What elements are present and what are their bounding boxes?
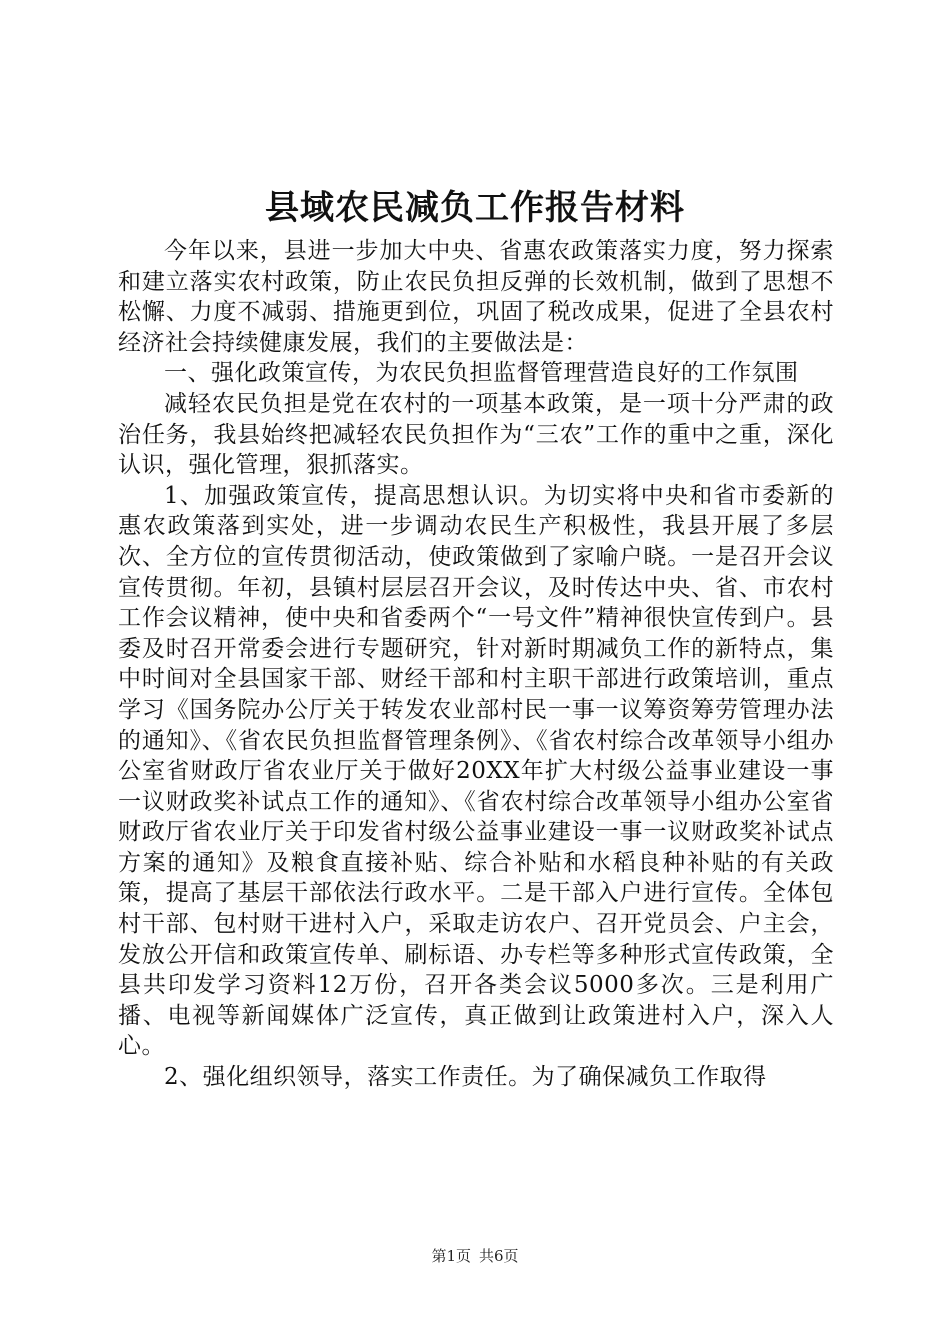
document-body <box>118 236 834 1093</box>
document-title: 县域农民减负工作报告材料 <box>265 188 685 228</box>
paragraph-intro: 今年以来，县进一步加大中央、省惠农政策落实力度，努力探索和建立落实农村政策，防止农民负担反弹的长效机制，做到了思想不松懈、力度不减弱、措施更到位，巩固了税改成果，促进了全县农村经济社会持续健康发展，我们的主要做法是： <box>118 238 834 356</box>
paragraph-section-1-intro: 减轻农民负担是党在农村的一项基本政策，是一项十分严肃的政治任务，我县始终把减轻农民负担作为“三农”工作的重中之重，深化认识，强化管理，狠抓落实。 <box>118 390 834 479</box>
section-heading-1: 一、强化政策宣传，为农民负担监督管理营造良好的工作氛围 <box>164 360 799 387</box>
page-total: 共6页 <box>479 1247 519 1265</box>
paragraph-item-2: 2、强化组织领导，落实工作责任。为了确保减负工作取得 <box>164 1064 767 1091</box>
paragraph-item-1: 1、加强政策宣传，提高思想认识。为切实将中央和省市委新的惠农政策落到实处，进一步调动农民生产积极性，我县开展了多层次、全方位的宣传贯彻活动，使政策做到了家喻户晓。一是召开会议宣传贯彻。年初，县镇村层层召开会议，及时传达中央、省、市农村工作会议精神，使中央和省委两个“一号文件”精神很快宣传到户。县委及时召开常委会进行专题研究，针对新时期减负工作的新特点，集中时间对全县国家干部、财经干部和村主职干部进行政策培训，重点学习《国务院办公厅关于转发农业部村民一事一议筹资筹劳管理办法的通知》、《省农民负担监督管理条例》、《省农村综合改革领导小组办公室省财政厅省农业厅关于做好20XX年扩大村级公益事业建设一事一议财政奖补试点工作的通知》、《省农村综合改革领导小组办公室省财政厅省农业厅关于印发省村级公益事业建设一事一议财政奖补试点方案的通知》及粮食直接补贴、综合补贴和水稻良种补贴的有关政策，提高了基层干部依法行政水平。二是干部入户进行宣传。全体包村干部、包村财干进村入户，采取走访农户、召开党员会、户主会，发放公开信和政策宣传单、刷标语、办专栏等多种形式宣传政策，全县共印发学习资料12万份，召开各类会议5000多次。三是利用广播、电视等新闻媒体广泛宣传，真正做到让政策进村入户，深入人心。 <box>118 482 834 1060</box>
page-footer <box>0 1246 950 1266</box>
page-number: 第1页 <box>431 1247 471 1265</box>
